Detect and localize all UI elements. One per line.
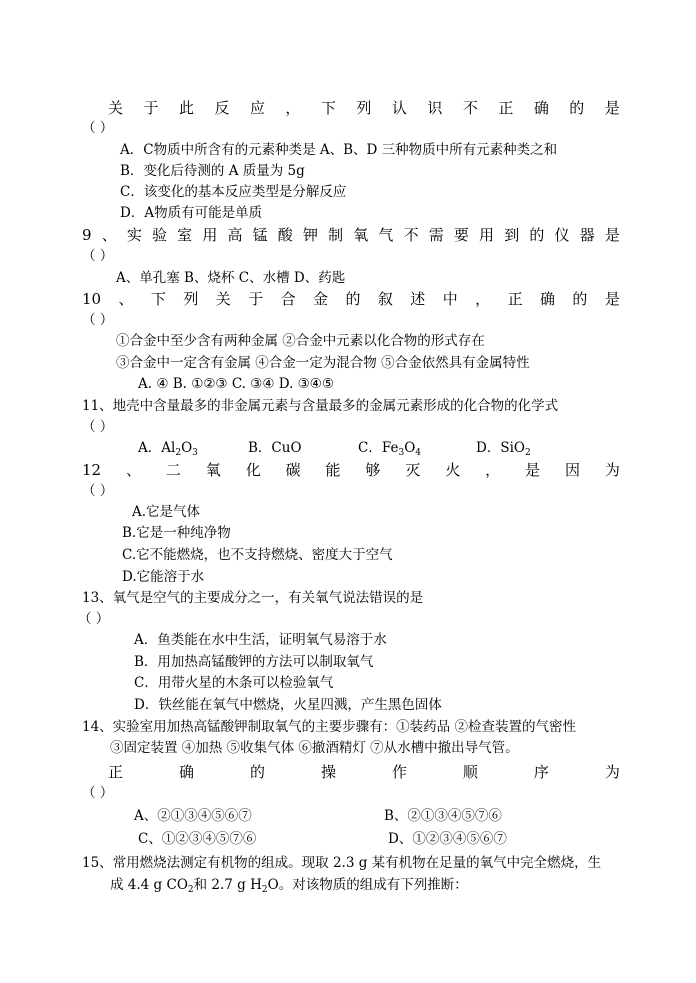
stem-char: 化 <box>245 461 261 479</box>
q13-answer-paren: （ ） <box>78 611 110 627</box>
stem-char: 作 <box>391 763 407 781</box>
stem-char: 的 <box>345 290 361 308</box>
stem-char: 因 <box>564 461 580 479</box>
stem-char: 是 <box>604 226 620 244</box>
stem-char: 到 <box>504 226 520 244</box>
stem-char: 于 <box>248 290 264 308</box>
stem-char: 够 <box>365 461 381 479</box>
stem-char: ， <box>285 99 301 117</box>
stem-char: 关 <box>215 290 231 308</box>
stem-char: 二 <box>165 461 181 479</box>
q13-option-b: B．用加热高锰酸钾的方法可以制取氧气 <box>134 654 374 670</box>
stem-char: 器 <box>579 226 595 244</box>
stem-char: 碳 <box>285 461 301 479</box>
q13-stem: 13、氧气是空气的主要成分之一，有关氧气说法错误的是 <box>82 590 424 606</box>
q12-answer-paren: （ ） <box>82 483 114 499</box>
stem-char: 制 <box>328 226 344 244</box>
q11-option-c: C．$Fe_3O_4$ <box>358 440 421 458</box>
stem-char: 、 <box>101 226 117 244</box>
stem-char: 的 <box>569 99 585 117</box>
stem-char: 9 <box>82 226 92 244</box>
q8-option-c: C．该变化的基本反应类型是分解反应 <box>120 184 347 200</box>
stem-char: 是 <box>604 99 620 117</box>
stem-char: 的 <box>249 763 265 781</box>
stem-char: 是 <box>604 290 620 308</box>
stem-char: 不 <box>403 226 419 244</box>
stem-char: 锰 <box>252 226 268 244</box>
stem-char: 是 <box>525 461 541 479</box>
stem-char: 正 <box>498 99 514 117</box>
q8-option-b: B．变化后待测的 A 质量为 5g <box>120 163 305 179</box>
stem-char: 确 <box>178 763 194 781</box>
stem-char: 认 <box>391 99 407 117</box>
q9-stem <box>82 225 620 245</box>
q10-statements-2: ③合金中一定含有金属 ④合金一定为混合物 ⑤合金依然具有金属特性 <box>116 355 530 371</box>
q14-answer-paren: （ ） <box>82 785 114 801</box>
stem-char: 中 <box>442 290 458 308</box>
stem-char: 列 <box>183 290 199 308</box>
q12-option-d: D.它能溶于水 <box>122 569 205 585</box>
stem-char: 下 <box>320 99 336 117</box>
stem-char: 用 <box>479 226 495 244</box>
q11-option-a: A．$Al_2O_3$ <box>138 440 198 458</box>
q14-option-d: D、①②③④⑤⑥⑦ <box>388 831 507 847</box>
stem-char: 要 <box>453 226 469 244</box>
q10-answer-paren: （ ） <box>82 312 114 328</box>
stem-char: 正 <box>507 290 523 308</box>
stem-char: 于 <box>143 99 159 117</box>
q8-option-d: D．A物质有可能是单质 <box>120 205 263 221</box>
stem-char: 火 <box>445 461 461 479</box>
stem-char: ， <box>485 461 501 479</box>
stem-char: 确 <box>533 99 549 117</box>
stem-char: 用 <box>202 226 218 244</box>
q12-stem <box>82 460 620 480</box>
stem-char: 下 <box>150 290 166 308</box>
q11-option-d: D．SiO$_2$ <box>476 440 531 458</box>
stem-char: 叙 <box>377 290 393 308</box>
stem-char: 的 <box>572 290 588 308</box>
q12-option-b: B.它是一种纯净物 <box>122 525 231 541</box>
stem-char: 合 <box>280 290 296 308</box>
stem-char: 气 <box>378 226 394 244</box>
stem-char: 识 <box>427 99 443 117</box>
q10-stem <box>82 289 620 309</box>
q14-option-c: C、①②③④⑤⑦⑥ <box>138 831 257 847</box>
q11-answer-paren: （ ） <box>82 419 114 435</box>
stem-char: ， <box>475 290 491 308</box>
q9-options: A、单孔塞 B、烧杯 C、水槽 D、药匙 <box>116 270 346 286</box>
stem-char: 列 <box>356 99 372 117</box>
q14-option-a: A、②①③④⑤⑥⑦ <box>134 808 252 824</box>
stem-char: 氧 <box>205 461 221 479</box>
q14-stem: 14、实验室用加热高锰酸钾制取氧气的主要步骤有：①装药品 ②检查装置的气密性 <box>82 719 576 735</box>
stem-char: 金 <box>313 290 329 308</box>
stem-char: 室 <box>177 226 193 244</box>
stem-char: 此 <box>178 99 194 117</box>
stem-char: 10 <box>82 290 102 308</box>
q13-option-c: C．用带火星的木条可以检验氧气 <box>134 675 334 691</box>
q14-order-prompt <box>108 762 620 782</box>
stem-char: 应 <box>249 99 265 117</box>
stem-char: 灭 <box>405 461 421 479</box>
q10-statements-1: ①合金中至少含有两种金属 ②合金中元素以化合物的形式存在 <box>116 333 485 349</box>
stem-char: 需 <box>428 226 444 244</box>
q8-stem <box>108 98 620 118</box>
q8-option-a: A．C物质中所含有的元素种类是 A、B、D 三种物质中所有元素种类之和 <box>120 142 558 158</box>
stem-char: 实 <box>126 226 142 244</box>
q15-line-1: 15、常用燃烧法测定有机物的组成。现取 2.3 g 某有机物在足量的氧气中完全燃烧，生 <box>82 855 602 871</box>
stem-char: 反 <box>214 99 230 117</box>
q14-steps: ③固定装置 ④加热 ⑤收集气体 ⑥撤酒精灯 ⑦从水槽中撤出导气管。 <box>110 740 519 756</box>
q11-option-b: B．CuO <box>248 440 302 456</box>
stem-char: 12 <box>82 461 102 479</box>
stem-char: 钾 <box>302 226 318 244</box>
stem-char: 正 <box>108 763 124 781</box>
stem-char: 为 <box>604 763 620 781</box>
stem-char: 序 <box>533 763 549 781</box>
q13-option-a: A．鱼类能在水中生活，证明氧气易溶于水 <box>134 632 387 648</box>
stem-char: 仪 <box>554 226 570 244</box>
q10-options: A. ④ B. ①②③ C. ③④ D. ③④⑤ <box>138 376 334 392</box>
stem-char: 确 <box>539 290 555 308</box>
stem-char: 氧 <box>353 226 369 244</box>
stem-char: 高 <box>227 226 243 244</box>
stem-char: 验 <box>152 226 168 244</box>
q12-option-c: C.它不能燃烧，也不支持燃烧、密度大于空气 <box>122 547 393 563</box>
stem-char: 操 <box>320 763 336 781</box>
q11-stem: 11、地壳中含量最多的非金属元素与含量最多的金属元素形成的化合物的化学式 <box>82 398 559 414</box>
stem-char: 、 <box>125 461 141 479</box>
q13-option-d: D．铁丝能在氧气中燃烧，火星四溅，产生黑色固体 <box>134 697 442 713</box>
stem-char: 、 <box>118 290 134 308</box>
q8-answer-paren: （ ） <box>82 120 114 136</box>
q12-option-a: A.它是气体 <box>132 504 201 520</box>
q14-option-b: B、②①③④⑤⑦⑥ <box>384 808 502 824</box>
stem-char: 述 <box>410 290 426 308</box>
stem-char: 顺 <box>462 763 478 781</box>
q15-line-2: 成 4.4 g $CO_2$和 2.7 g $H_2O$。对该物质的组成有下列推断： <box>110 877 468 895</box>
stem-char: 不 <box>462 99 478 117</box>
stem-char: 为 <box>604 461 620 479</box>
q9-answer-paren: （ ） <box>82 248 114 264</box>
stem-char: 关 <box>108 99 124 117</box>
stem-char: 的 <box>529 226 545 244</box>
stem-char: 酸 <box>277 226 293 244</box>
stem-char: 能 <box>325 461 341 479</box>
